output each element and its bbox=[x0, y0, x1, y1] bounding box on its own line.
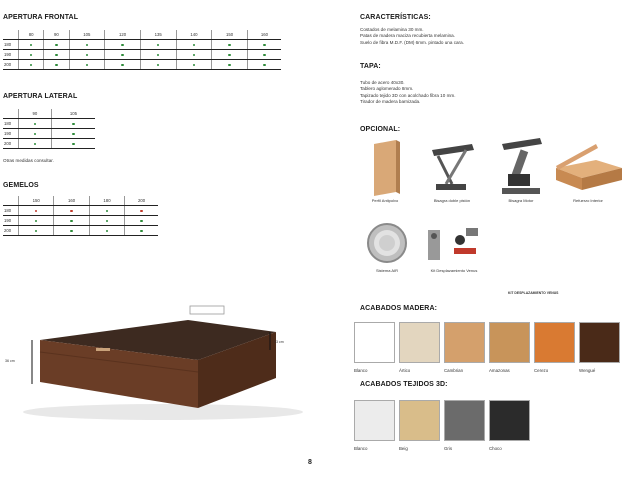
availability-cell bbox=[19, 139, 52, 149]
column-header: 105 bbox=[51, 109, 95, 119]
caracteristicas-line: Suelo de fibra M.D.F. (DM) 6mm. pintado una cara. bbox=[360, 39, 464, 45]
availability-cell bbox=[247, 60, 281, 70]
tapa-line: Tubo de acero 40x30. bbox=[360, 80, 405, 85]
lateral-table bbox=[3, 109, 95, 149]
swatch-label: Blanco bbox=[354, 368, 368, 373]
swatch-item bbox=[354, 322, 395, 373]
availability-cell bbox=[212, 40, 248, 50]
availability-cell bbox=[19, 50, 44, 60]
color-swatch bbox=[399, 400, 440, 441]
availability-cell bbox=[19, 119, 52, 129]
availability-cell bbox=[125, 226, 158, 236]
availability-cell bbox=[105, 40, 141, 50]
table-corner bbox=[3, 30, 19, 40]
availability-cell bbox=[125, 206, 158, 216]
frontal-title: APERTURA FRONTAL bbox=[3, 14, 79, 21]
swatch-label: Beig bbox=[399, 446, 408, 451]
row-label: 190 bbox=[3, 216, 19, 226]
available-dot-icon bbox=[193, 64, 195, 66]
availability-cell bbox=[176, 40, 212, 50]
tapa-title: TAPA: bbox=[360, 63, 381, 70]
available-dot-icon bbox=[70, 220, 72, 222]
panel-icon bbox=[366, 138, 406, 198]
swatch-item bbox=[399, 322, 440, 373]
available-dot-icon bbox=[263, 44, 265, 46]
tejidos-swatches bbox=[354, 400, 554, 462]
availability-cell bbox=[247, 40, 281, 50]
availability-cell bbox=[89, 226, 124, 236]
column-header: 80 bbox=[19, 30, 44, 40]
swatch-label: Cambrian bbox=[444, 368, 464, 373]
motor-hinge-icon bbox=[496, 136, 546, 198]
opcional-label: Perfil Antipolvo bbox=[371, 198, 399, 203]
availability-cell bbox=[247, 50, 281, 60]
available-dot-icon bbox=[34, 123, 36, 125]
available-dot-icon bbox=[55, 54, 57, 56]
column-header: 160 bbox=[247, 30, 281, 40]
row-label: 200 bbox=[3, 60, 19, 70]
available-dot-icon bbox=[121, 44, 123, 46]
caracteristicas-line: Costados de melamina 30 mm. bbox=[360, 27, 424, 32]
swatch-label: Gris bbox=[444, 446, 453, 451]
color-swatch bbox=[354, 400, 395, 441]
available-dot-icon bbox=[193, 54, 195, 56]
opcional-title: OPCIONAL: bbox=[360, 126, 401, 133]
table-row bbox=[3, 139, 95, 149]
column-header: 140 bbox=[176, 30, 212, 40]
caracteristicas-title: CARACTERÍSTICAS: bbox=[360, 14, 431, 21]
color-swatch bbox=[354, 322, 395, 363]
table-corner bbox=[3, 196, 19, 206]
column-header: 135 bbox=[140, 30, 176, 40]
available-dot-icon bbox=[86, 54, 88, 56]
color-swatch bbox=[399, 322, 440, 363]
table-row bbox=[3, 216, 158, 226]
frontal-table bbox=[3, 30, 281, 70]
availability-cell bbox=[105, 60, 141, 70]
available-dot-icon bbox=[30, 64, 32, 66]
row-label: 180 bbox=[3, 40, 19, 50]
available-dot-icon bbox=[55, 64, 57, 66]
availability-cell bbox=[19, 129, 52, 139]
available-dot-icon bbox=[106, 220, 108, 222]
swatch-label: Amazonas bbox=[489, 368, 510, 373]
swatch-label: Wengué bbox=[579, 368, 596, 373]
available-dot-icon bbox=[35, 220, 37, 222]
available-dot-icon bbox=[72, 123, 74, 125]
availability-cell bbox=[140, 60, 176, 70]
availability-cell bbox=[44, 60, 69, 70]
unavailable-dot-icon bbox=[70, 210, 72, 212]
availability-cell bbox=[51, 119, 95, 129]
available-dot-icon bbox=[86, 64, 88, 66]
opcional-label: Bisagra Motor bbox=[508, 198, 534, 203]
page-number: 8 bbox=[308, 459, 312, 466]
available-dot-icon bbox=[228, 64, 230, 66]
available-dot-icon bbox=[193, 44, 195, 46]
row-label: 180 bbox=[3, 206, 19, 216]
available-dot-icon bbox=[140, 230, 142, 232]
color-swatch bbox=[489, 400, 530, 441]
column-header: 90 bbox=[44, 30, 69, 40]
availability-cell bbox=[105, 50, 141, 60]
availability-cell bbox=[19, 206, 54, 216]
availability-cell bbox=[89, 216, 124, 226]
available-dot-icon bbox=[157, 54, 159, 56]
row-label: 200 bbox=[3, 139, 19, 149]
swatch-item bbox=[489, 400, 530, 451]
available-dot-icon bbox=[35, 230, 37, 232]
color-swatch bbox=[579, 322, 620, 363]
swatch-item bbox=[534, 322, 575, 373]
row-label: 200 bbox=[3, 226, 19, 236]
caracteristicas-text bbox=[360, 27, 620, 46]
color-swatch bbox=[444, 322, 485, 363]
available-dot-icon bbox=[263, 64, 265, 66]
column-header: 160 bbox=[54, 196, 89, 206]
tapa-line: Tablero aglomerado 8mm. bbox=[360, 86, 414, 92]
availability-cell bbox=[54, 216, 89, 226]
availability-cell bbox=[54, 206, 89, 216]
swatch-label: Blanco bbox=[354, 446, 368, 451]
availability-cell bbox=[54, 226, 89, 236]
unavailable-dot-icon bbox=[35, 210, 37, 212]
opcional-label: Kit Desplazamiento Venus bbox=[430, 268, 478, 273]
table-row bbox=[3, 129, 95, 139]
availability-cell bbox=[44, 40, 69, 50]
caracteristicas-line: Patas de madera maciza recubierta melamina. bbox=[360, 33, 455, 39]
column-header: 150 bbox=[212, 30, 248, 40]
available-dot-icon bbox=[55, 44, 57, 46]
availability-cell bbox=[212, 60, 248, 70]
column-header: 180 bbox=[89, 196, 124, 206]
row-label: 180 bbox=[3, 119, 19, 129]
tapa-text bbox=[360, 80, 620, 105]
available-dot-icon bbox=[228, 44, 230, 46]
gemelos-title: GEMELOS bbox=[3, 182, 39, 189]
color-swatch bbox=[489, 322, 530, 363]
availability-cell bbox=[176, 50, 212, 60]
opcional-label: Sistema AIR bbox=[375, 268, 398, 273]
availability-cell bbox=[19, 40, 44, 50]
availability-cell bbox=[89, 206, 124, 216]
availability-cell bbox=[140, 50, 176, 60]
swatch-item bbox=[444, 400, 485, 451]
availability-cell bbox=[19, 216, 54, 226]
column-header: 90 bbox=[19, 109, 52, 119]
swatch-item bbox=[444, 322, 485, 373]
table-row bbox=[3, 226, 158, 236]
availability-cell bbox=[51, 139, 95, 149]
swatch-item bbox=[579, 322, 620, 373]
available-dot-icon bbox=[140, 220, 142, 222]
available-dot-icon bbox=[157, 64, 159, 66]
column-header: 150 bbox=[19, 196, 54, 206]
kit-note: KIT DESPLAZAMIENTO VENUS bbox=[508, 291, 559, 295]
tapa-line: Tirador de madera barnizada. bbox=[360, 98, 421, 104]
availability-cell bbox=[125, 216, 158, 226]
bed-illustration bbox=[8, 300, 308, 425]
availability-cell bbox=[69, 60, 105, 70]
availability-cell bbox=[44, 50, 69, 60]
swatch-item bbox=[489, 322, 530, 373]
color-swatch bbox=[534, 322, 575, 363]
available-dot-icon bbox=[263, 54, 265, 56]
row-label: 190 bbox=[3, 50, 19, 60]
available-dot-icon bbox=[86, 44, 88, 46]
lateral-title: APERTURA LATERAL bbox=[3, 93, 78, 100]
swatch-item bbox=[354, 400, 395, 451]
air-system-icon bbox=[364, 222, 410, 264]
unavailable-dot-icon bbox=[140, 210, 142, 212]
available-dot-icon bbox=[121, 64, 123, 66]
available-dot-icon bbox=[30, 44, 32, 46]
swatch-item bbox=[399, 400, 440, 451]
available-dot-icon bbox=[72, 133, 74, 135]
swatch-label: Cerezo bbox=[534, 368, 549, 373]
swatch-label: Choco bbox=[489, 446, 502, 451]
tejidos-title: ACABADOS TEJIDOS 3D: bbox=[360, 381, 448, 388]
lateral-note: Otras medidas consultar. bbox=[3, 158, 54, 163]
madera-swatches bbox=[354, 322, 624, 384]
available-dot-icon bbox=[121, 54, 123, 56]
available-dot-icon bbox=[72, 143, 74, 145]
storage-base-icon bbox=[552, 140, 624, 192]
wheel-kit-icon bbox=[424, 224, 482, 264]
availability-cell bbox=[69, 50, 105, 60]
availability-cell bbox=[69, 40, 105, 50]
available-dot-icon bbox=[34, 143, 36, 145]
column-header: 200 bbox=[125, 196, 158, 206]
column-header: 120 bbox=[105, 30, 141, 40]
swatch-label: Ártico bbox=[399, 368, 411, 373]
opcional-label: Refuerzo Interior bbox=[573, 198, 603, 203]
column-header: 105 bbox=[69, 30, 105, 40]
table-row bbox=[3, 50, 281, 60]
available-dot-icon bbox=[34, 133, 36, 135]
available-dot-icon bbox=[106, 230, 108, 232]
bed-dim-left: 36 cm bbox=[5, 359, 15, 363]
color-swatch bbox=[444, 400, 485, 441]
row-label: 190 bbox=[3, 129, 19, 139]
availability-cell bbox=[140, 40, 176, 50]
availability-cell bbox=[176, 60, 212, 70]
gemelos-table bbox=[3, 196, 158, 236]
table-row bbox=[3, 206, 158, 216]
available-dot-icon bbox=[157, 44, 159, 46]
table-corner bbox=[3, 109, 19, 119]
available-dot-icon bbox=[228, 54, 230, 56]
availability-cell bbox=[19, 226, 54, 236]
available-dot-icon bbox=[30, 54, 32, 56]
availability-cell bbox=[212, 50, 248, 60]
opcional-label: Bisagra doble pistón bbox=[433, 198, 471, 203]
madera-title: ACABADOS MADERA: bbox=[360, 305, 438, 312]
tapa-line: Tapizado tejido 3D con acolchado fibra 10 mm. bbox=[360, 92, 456, 98]
table-row bbox=[3, 119, 95, 129]
availability-cell bbox=[51, 129, 95, 139]
bed-dim-right: 13 cm bbox=[274, 340, 284, 344]
availability-cell bbox=[19, 60, 44, 70]
hinge-icon bbox=[426, 140, 480, 194]
available-dot-icon bbox=[106, 210, 108, 212]
table-row bbox=[3, 40, 281, 50]
available-dot-icon bbox=[70, 230, 72, 232]
table-row bbox=[3, 60, 281, 70]
